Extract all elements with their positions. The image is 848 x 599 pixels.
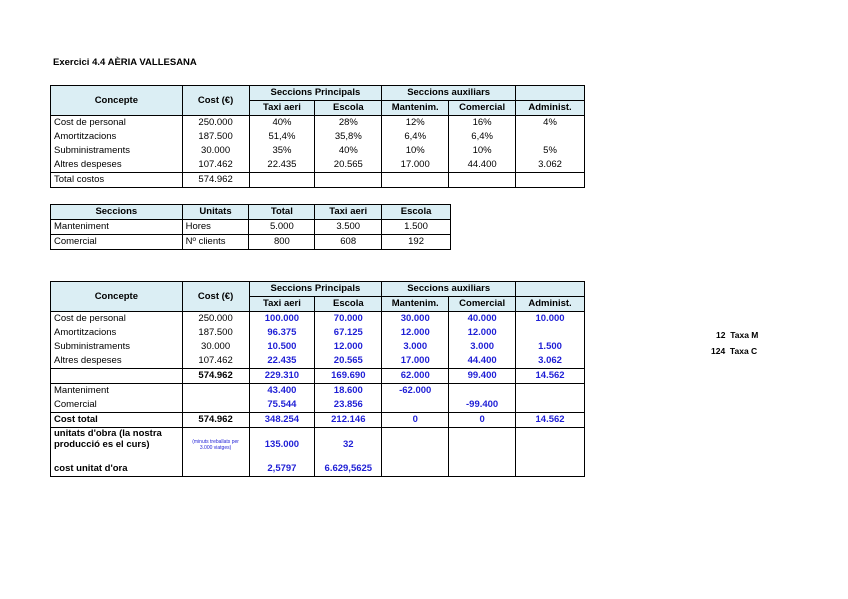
taxa-m-value: 12 [716, 330, 726, 340]
seccions-auxiliars-header: Seccions auxiliars [382, 86, 516, 101]
cell-adm: 1.500 [516, 340, 585, 354]
row-label: Cost de personal [51, 116, 183, 131]
cell-escola: 35,8% [315, 130, 382, 144]
cell-mant: 6,4% [382, 130, 449, 144]
cell-escola: 192 [382, 235, 451, 250]
cell-mant: -62.000 [382, 384, 449, 399]
mantenim-header: Mantenim. [382, 297, 449, 312]
table-row [51, 144, 585, 158]
subtotal-adm: 14.562 [516, 369, 585, 384]
page-title: Exercici 4.4 AÈRIA VALLESANA [53, 57, 197, 68]
table-row [51, 220, 451, 235]
cell-escola: 70.000 [315, 312, 382, 327]
cell-taxi: 51,4% [249, 130, 315, 144]
taxi-aeri-header: Taxi aeri [249, 101, 315, 116]
cost-header: Cost (€) [182, 86, 249, 116]
cell-com: 44.400 [449, 158, 516, 173]
row-label: Manteniment [51, 384, 183, 399]
cell-total: 5.000 [249, 220, 315, 235]
comercial-row [51, 398, 585, 413]
escola-header: Escola [382, 205, 451, 220]
row-label: Amortitzacions [51, 326, 183, 340]
row-label: Amortitzacions [51, 130, 183, 144]
row-label: cost unitat d'ora [51, 462, 183, 477]
cell-mant: 0 [382, 413, 449, 428]
administ-header-top [516, 86, 585, 101]
cell-adm [516, 326, 585, 340]
cell-com: 6,4% [449, 130, 516, 144]
concepte-header: Concepte [51, 86, 183, 116]
cell-com: 0 [449, 413, 516, 428]
cell-adm: 14.562 [516, 413, 585, 428]
cell-escola: 32 [315, 428, 382, 463]
cell-escola: 40% [315, 144, 382, 158]
cost-header: Cost (€) [182, 282, 249, 312]
comercial-header: Comercial [449, 297, 516, 312]
cell-cost: 30.000 [182, 340, 249, 354]
cell-com: 44.400 [449, 354, 516, 369]
cell-cost: 574.962 [182, 413, 249, 428]
cell-adm: 5% [516, 144, 585, 158]
row-label: Subministraments [51, 340, 183, 354]
row-label: Altres despeses [51, 158, 183, 173]
mantenim-header: Mantenim. [382, 101, 449, 116]
cell-com: 10% [449, 144, 516, 158]
cell-com: 3.000 [449, 340, 516, 354]
cell-taxi: 22.435 [249, 354, 315, 369]
seccions-header: Seccions [51, 205, 183, 220]
unitats-row [51, 428, 585, 463]
row-label: Cost total [51, 413, 183, 428]
cell-escola: 28% [315, 116, 382, 131]
cell-taxi: 135.000 [249, 428, 315, 463]
cell-escola: 1.500 [382, 220, 451, 235]
table-row [51, 130, 585, 144]
cell-adm: 10.000 [516, 312, 585, 327]
unitats-note: (minuts treballats per 3.000 viatges) [182, 428, 249, 463]
subtotal-escola: 169.690 [315, 369, 382, 384]
cell-taxi: 22.435 [249, 158, 315, 173]
row-label: unitats d'obra (la nostra producció es el curs) [51, 428, 183, 463]
subtotal-row [51, 369, 585, 384]
seccions-auxiliars-header: Seccions auxiliars [382, 282, 516, 297]
cell-cost: 187.500 [182, 326, 249, 340]
row-label: Manteniment [51, 220, 183, 235]
escola-header: Escola [315, 297, 382, 312]
cell-escola: 67.125 [315, 326, 382, 340]
cell-taxi: 348.254 [249, 413, 315, 428]
cell-com: 40.000 [449, 312, 516, 327]
comercial-header: Comercial [449, 101, 516, 116]
cell-taxi: 35% [249, 144, 315, 158]
cell-escola: 18.600 [315, 384, 382, 399]
cell-com: 12.000 [449, 326, 516, 340]
cell-total: 800 [249, 235, 315, 250]
cell-unitat: Hores [182, 220, 249, 235]
table-row [51, 354, 585, 369]
total-header: Total [249, 205, 315, 220]
cost-total-row [51, 413, 585, 428]
subtotal-mant: 62.000 [382, 369, 449, 384]
cell-adm: 3.062 [516, 158, 585, 173]
table-row [51, 158, 585, 173]
cell-taxi: 10.500 [249, 340, 315, 354]
cell-cost: 250.000 [182, 312, 249, 327]
taxa-c-label: Taxa C [729, 346, 758, 356]
cell-taxi: 2,5797 [249, 462, 315, 477]
escola-header: Escola [315, 101, 382, 116]
taxa-m-label: Taxa M [730, 330, 759, 340]
table-row [51, 116, 585, 131]
subtotal-cost: 574.962 [182, 369, 249, 384]
cell-taxi: 608 [315, 235, 382, 250]
cell-taxi: 96.375 [249, 326, 315, 340]
cell-adm: 3.062 [516, 354, 585, 369]
cell-cost: 107.462 [182, 158, 249, 173]
cell-taxi: 75.544 [249, 398, 315, 413]
subtotal-taxi: 229.310 [249, 369, 315, 384]
cell-mant: 17.000 [382, 158, 449, 173]
taxa-c [711, 346, 757, 356]
taxa-m [716, 330, 758, 340]
manteniment-row [51, 384, 585, 399]
row-label: Cost de personal [51, 312, 183, 327]
cell-cost: 250.000 [182, 116, 249, 131]
cell-escola: 6.629,5625 [315, 462, 382, 477]
cell-com: -99.400 [449, 398, 516, 413]
distribution-table [50, 281, 585, 477]
cost-table [50, 85, 585, 188]
row-label: Comercial [51, 398, 183, 413]
administ-header: Administ. [516, 297, 585, 312]
cell-escola: 12.000 [315, 340, 382, 354]
total-cost: 574.962 [182, 173, 249, 188]
cell-taxi: 3.500 [315, 220, 382, 235]
administ-header-top [516, 282, 585, 297]
total-label: Total costos [51, 173, 183, 188]
table-row [51, 340, 585, 354]
cell-taxi: 43.400 [249, 384, 315, 399]
subtotal-com: 99.400 [449, 369, 516, 384]
cell-escola: 212.146 [315, 413, 382, 428]
table-row [51, 312, 585, 327]
row-label: Subministraments [51, 144, 183, 158]
cell-taxi: 40% [249, 116, 315, 131]
taxi-aeri-header: Taxi aeri [315, 205, 382, 220]
cell-taxi: 100.000 [249, 312, 315, 327]
concepte-header: Concepte [51, 282, 183, 312]
cell-adm [516, 130, 585, 144]
table-row [51, 235, 451, 250]
cell-cost: 30.000 [182, 144, 249, 158]
units-table [50, 204, 451, 250]
cost-unitat-row [51, 462, 585, 477]
taxi-aeri-header: Taxi aeri [249, 297, 315, 312]
total-row [51, 173, 585, 188]
cell-escola: 23.856 [315, 398, 382, 413]
seccions-principals-header: Seccions Principals [249, 282, 382, 297]
cell-unitat: Nº clients [182, 235, 249, 250]
administ-header: Administ. [516, 101, 585, 116]
cell-mant: 10% [382, 144, 449, 158]
cell-mant: 12% [382, 116, 449, 131]
cell-mant: 3.000 [382, 340, 449, 354]
cell-adm: 4% [516, 116, 585, 131]
cell-mant: 30.000 [382, 312, 449, 327]
cell-cost: 107.462 [182, 354, 249, 369]
taxa-c-value: 124 [711, 346, 726, 356]
row-label: Altres despeses [51, 354, 183, 369]
seccions-principals-header: Seccions Principals [249, 86, 382, 101]
cell-escola: 20.565 [315, 158, 382, 173]
cell-mant: 17.000 [382, 354, 449, 369]
cell-cost: 187.500 [182, 130, 249, 144]
cell-com: 16% [449, 116, 516, 131]
cell-escola: 20.565 [315, 354, 382, 369]
table-row [51, 326, 585, 340]
unitats-header: Unitats [182, 205, 249, 220]
cell-mant: 12.000 [382, 326, 449, 340]
row-label: Comercial [51, 235, 183, 250]
